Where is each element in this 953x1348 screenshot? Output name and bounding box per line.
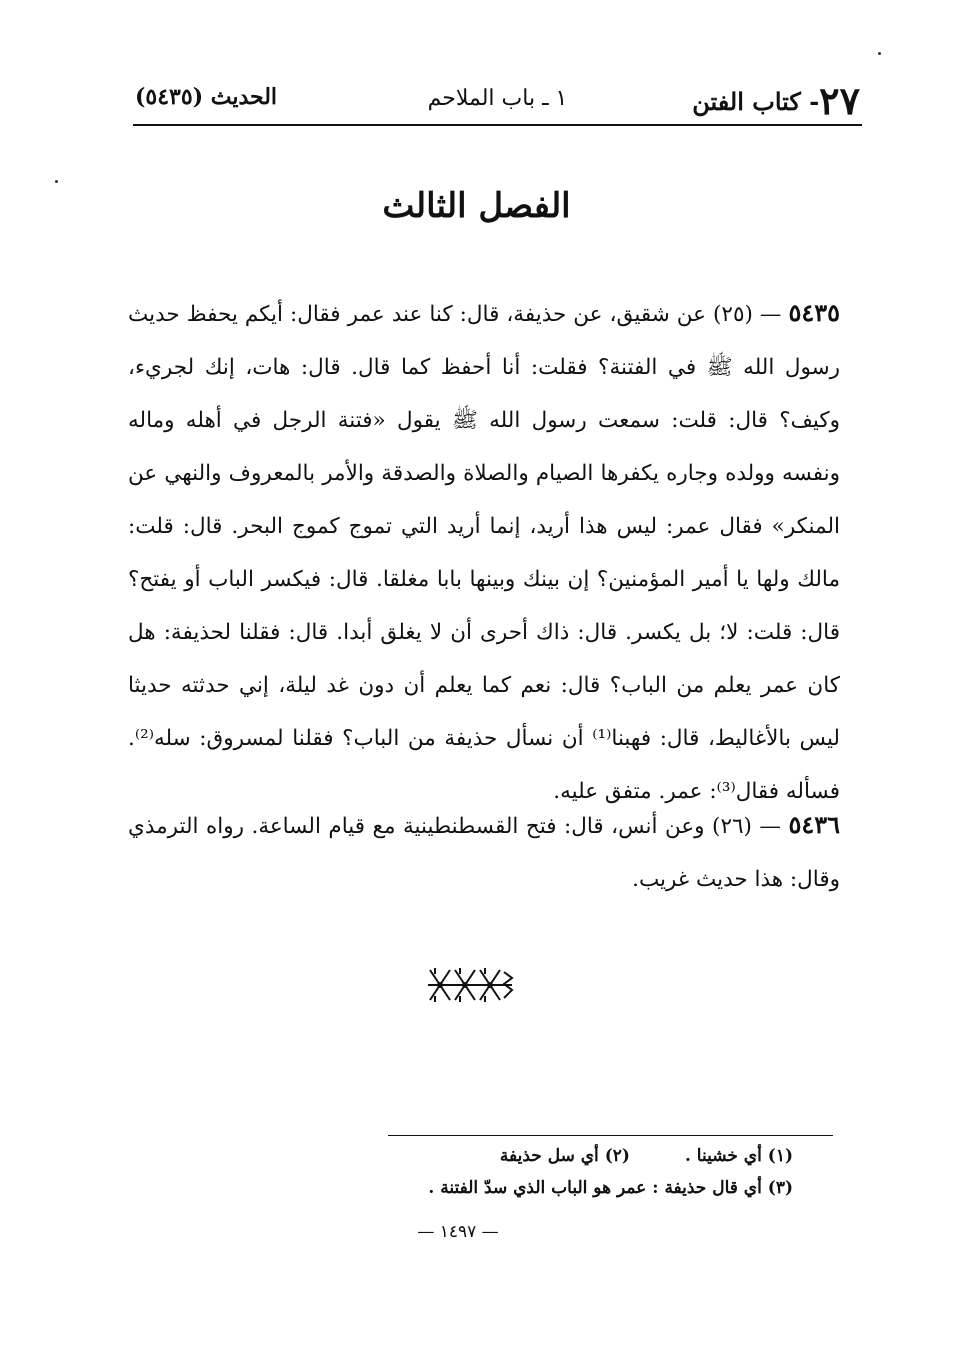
hadith-text: — (٢٦) وعن أنس، قال: فتح القسطنطينية مع قيام الساعة. رواه الترمذي وقال: هذا حديث غريب.	[128, 814, 840, 892]
book-name: - كتاب الفتن	[692, 87, 820, 116]
footnote-2: (٢) أي سل حذيفة	[499, 1146, 630, 1166]
hadith-paragraph	[128, 286, 840, 818]
footnote-rule	[388, 1135, 833, 1136]
ornament-divider	[420, 960, 520, 1010]
footnotes	[388, 1140, 793, 1204]
footnote-3: (٣) أي قال حذيفة : عمر هو الباب الذي سدّ الفتنة .	[428, 1178, 793, 1198]
print-speck	[878, 52, 881, 55]
footnote-row	[388, 1140, 793, 1172]
hadith-paragraph	[128, 798, 840, 906]
chapter-title: ١ ـ باب الملاحم	[427, 86, 568, 111]
section-title: الفصل الثالث	[382, 186, 571, 226]
page-number: — ١٤٩٧ —	[417, 1222, 499, 1242]
running-header	[135, 78, 860, 124]
header-rule	[133, 124, 862, 126]
hadith-text: — (٢٥) عن شقيق، عن حذيفة، قال: كنا عند عمر فقال: أيكم يحفظ حديث رسول الله ﷺ في الفتنة؟ فقلت: أنا أحفظ كما قال. قال: هات، إنك لجريء، وكيف؟ قال: قلت: سمعت رسول الله ﷺ يقول «فتنة الرجل في أهله وماله ونفسه وولده وجاره يكفرها الصيام والصلاة والصدقة والأمر بالمعروف والنهي عن المنكر» فقال عمر: ليس هذا أريد، إنما أريد التي تموج كموج البحر. قال: قلت: مالك ولها يا أمير المؤمنين؟ إن بينك وبينها بابا مغلقا. قال: فيكسر الباب أو يفتح؟ قال: قلت: لا؛ بل يكسر. قال: ذاك أحرى أن لا يغلق أبدا. قال: فقلنا لحذيفة: هل كان عمر يعلم من الباب؟ قال: نعم كما يعلم أن دون غد ليلة، إني حدثته حديثا ليس بالأغاليط، قال: فهبنا⁽¹⁾ أن نسأل حذيفة من الباب؟ فقلنا لمسروق: سله⁽²⁾. فسأله فقال⁽³⁾: عمر. متفق عليه.	[128, 302, 840, 804]
hadith-number: ٥٤٣٦	[788, 810, 840, 839]
print-speck	[55, 180, 58, 183]
footnote-1: (١) أي خشينا .	[684, 1146, 793, 1166]
book-number: ٢٧	[819, 78, 860, 123]
hadith-reference: الحديث (٥٤٣٥)	[135, 84, 278, 110]
hadith-number: ٥٤٣٥	[788, 298, 841, 327]
